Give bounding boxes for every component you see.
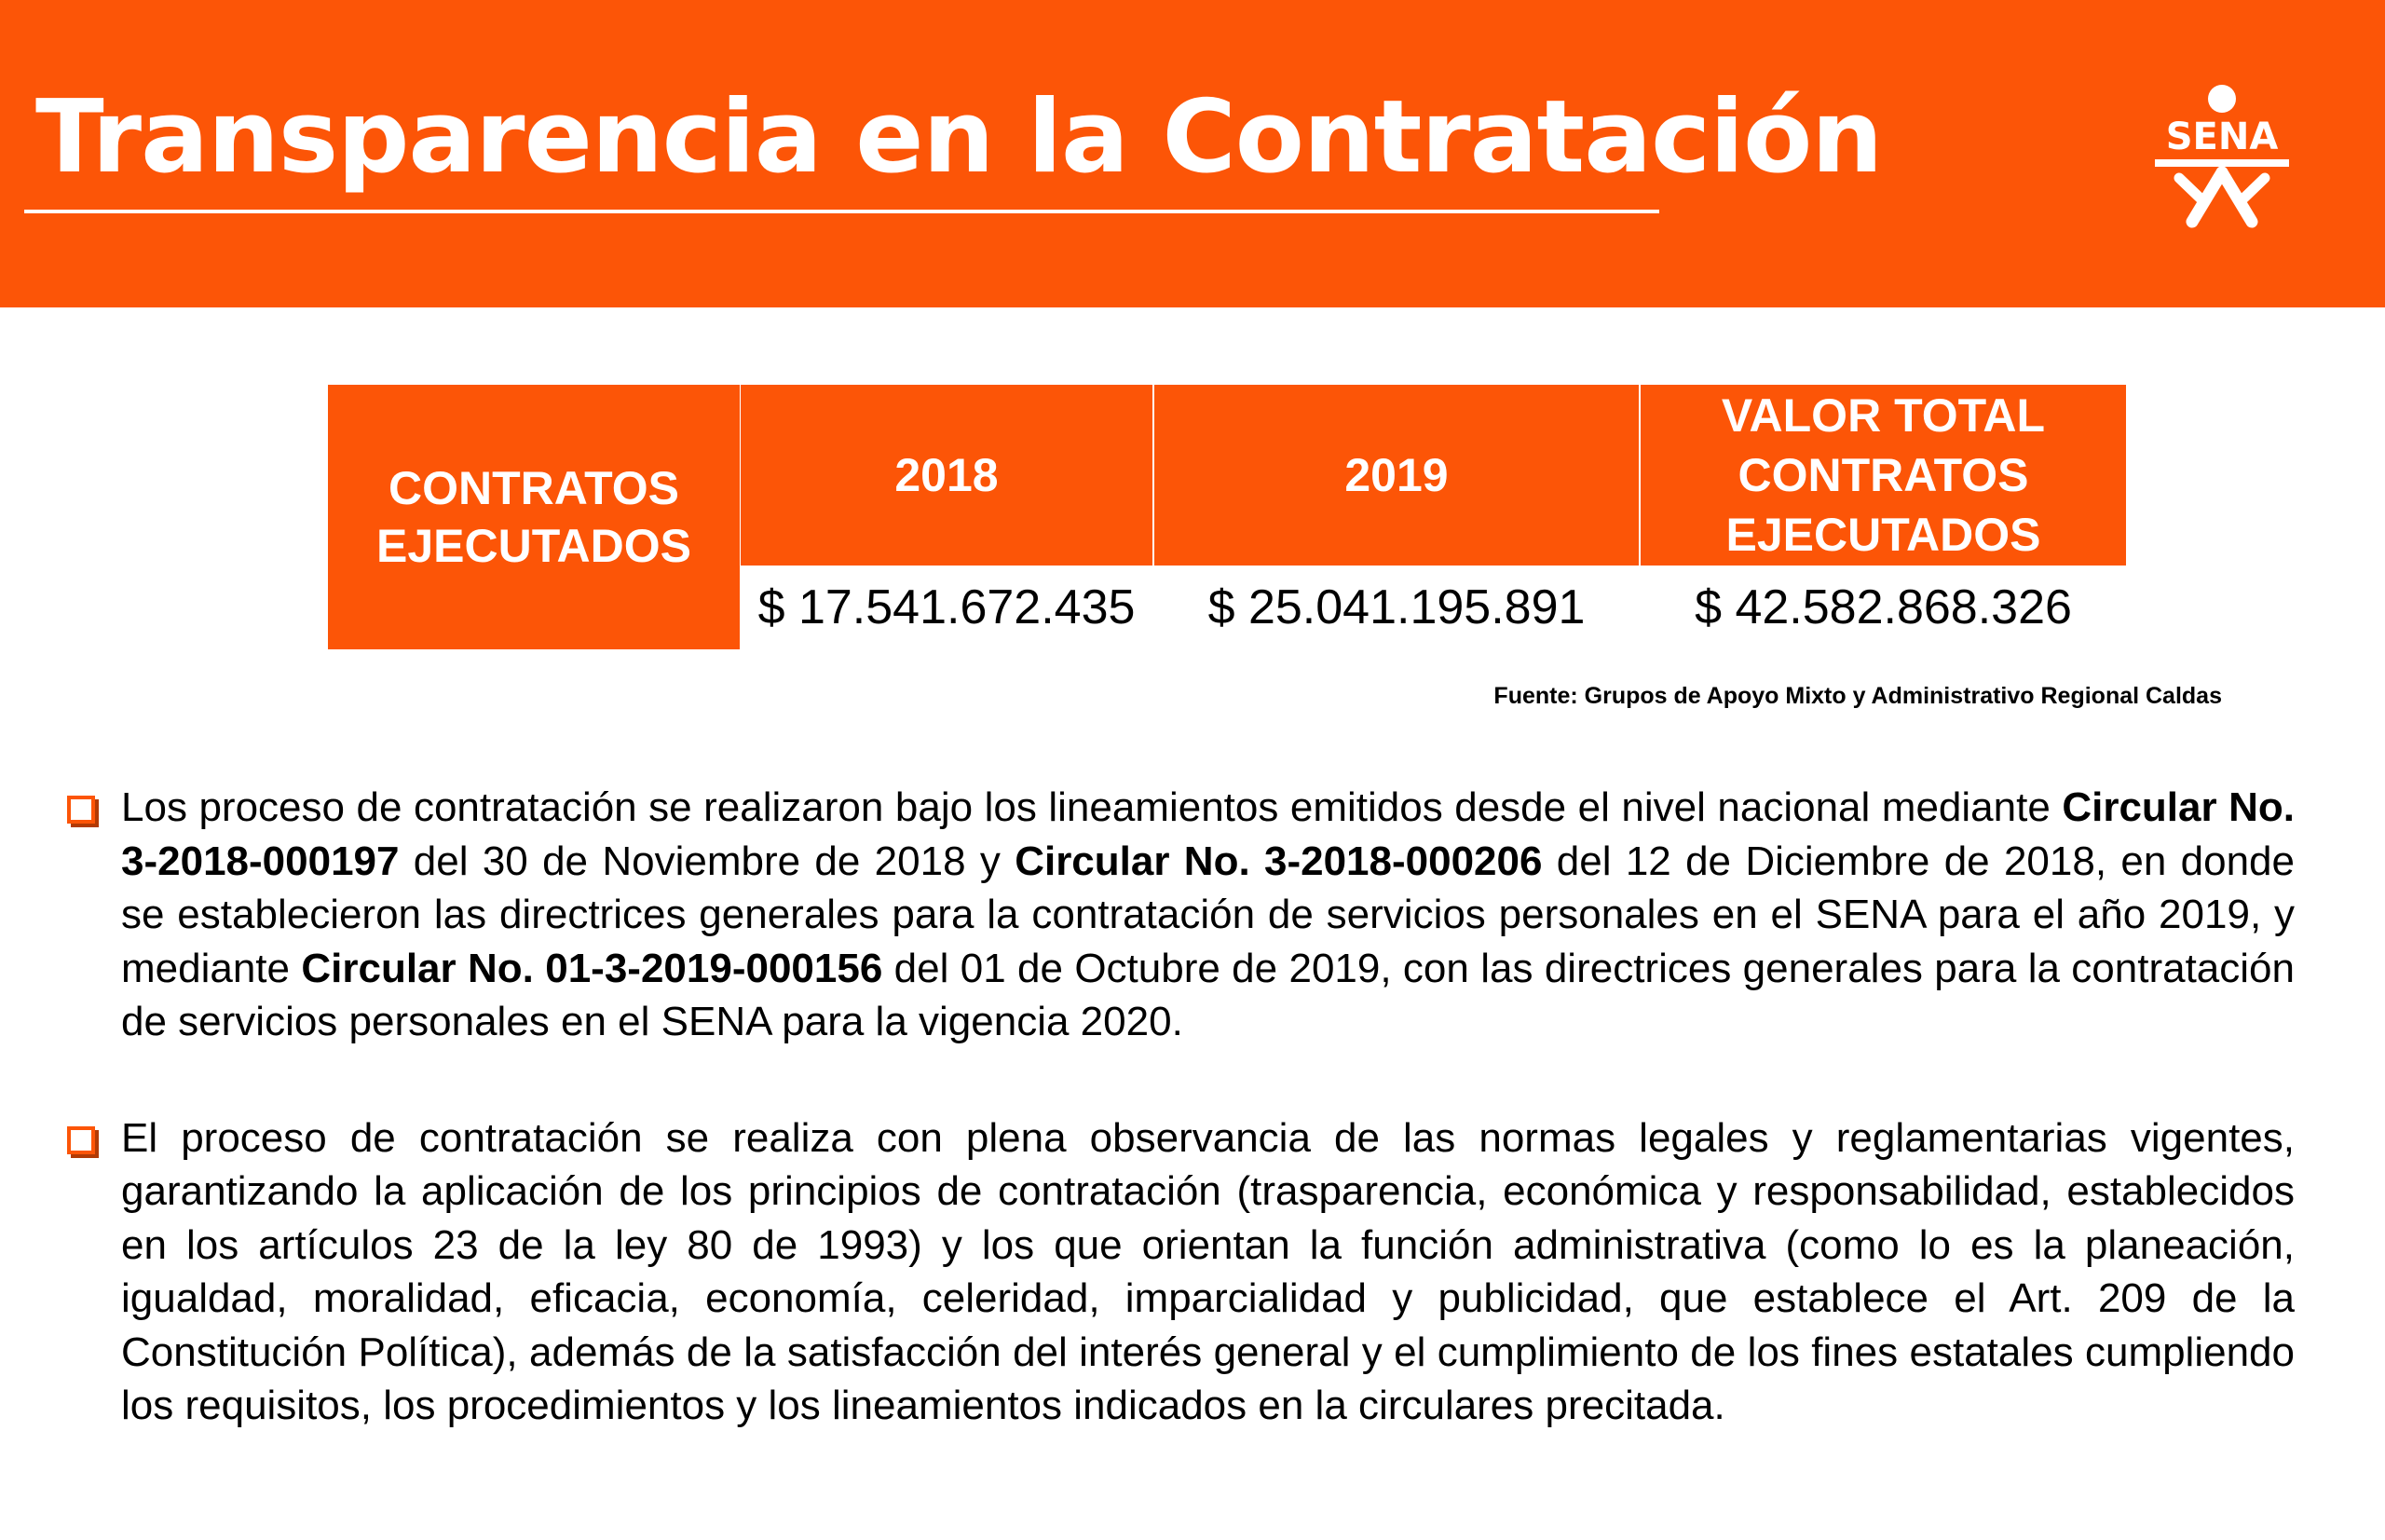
bullet1-text-4: del 01 de Octubre de 2019, con las directrices generales para la contratación de servicios personales en el SENA para la vigencia 2020. (121, 945, 2295, 1044)
title-underline (24, 210, 1659, 213)
bullet1-text-1: Los proceso de contratación se realizaron bajo los lineamientos emitidos desde el nivel nacional mediante (121, 784, 2063, 830)
logo-wordmark: SENA (2165, 116, 2279, 158)
value-2019: $ 25.041.195.891 (1207, 580, 1586, 634)
header-banner (0, 0, 2385, 307)
column-header-total-line3: EJECUTADOS (1725, 509, 2041, 561)
value-2018: $ 17.541.672.435 (757, 580, 1136, 634)
bullet-item-principios (63, 1111, 2295, 1433)
bullet-list (63, 781, 2295, 1433)
bullet1-circular-1: Circular No. 3-2018-000197 (121, 784, 2296, 884)
source-note: Fuente: Grupos de Apoyo Mixto y Administrativo Regional Caldas (1493, 683, 2222, 709)
page-title: Transparencia en la Contratación (35, 79, 1883, 196)
column-header-total-line2: CONTRATOS (1738, 449, 2029, 501)
row-label-contratos-ejecutados (328, 385, 740, 649)
bullet-item-circulares (63, 781, 2295, 1049)
value-total: $ 42.582.868.326 (1695, 580, 2072, 634)
contracts-table (328, 385, 2128, 649)
column-header-2018-label: 2018 (894, 449, 999, 501)
checkbox-bullet-icon (67, 796, 95, 824)
row-label-line1: CONTRATOS (388, 462, 680, 514)
sena-logo-icon (2147, 82, 2296, 233)
column-header-2019-label: 2019 (1344, 449, 1449, 501)
column-header-2019 (1154, 385, 1639, 566)
column-header-2018 (741, 385, 1152, 566)
bullet2-text: El proceso de contratación se realiza con plena observancia de las normas legales y reglamentarias vigentes, garantizando la aplicación de los principios de contratación (trasparencia, económica y responsabilidad, establecidos en los artículos 23 de la ley 80 de 1993) y los que orientan la función administrativa (como lo es la planeación, igualdad, moralidad, eficacia, economía, celeridad, imparcialidad y publicidad, que establece el Art. 209 de la Constitución Política), además de la satisfacción del interés general y el cumplimiento de los fines estatales cumpliendo los requisitos, los procedimientos y los lineamientos indicados en la circulares precitada. (121, 1114, 2295, 1428)
bullet1-circular-3: Circular No. 01-3-2019-000156 (301, 945, 883, 991)
bullet1-text-3: del 12 de Diciembre de 2018, en donde se establecieron las directrices generales para la contratación de servicios personales en el SENA para el año 2019, y mediante (121, 838, 2295, 991)
bullet1-text-2: del 30 de Noviembre de 2018 y (399, 838, 1015, 884)
row-label-line2: EJECUTADOS (375, 520, 691, 572)
bullet1-circular-2: Circular No. 3-2018-000206 (1015, 838, 1543, 884)
column-header-total (1641, 385, 2126, 566)
checkbox-bullet-icon (67, 1126, 95, 1154)
column-header-total-line1: VALOR TOTAL (1721, 389, 2046, 442)
